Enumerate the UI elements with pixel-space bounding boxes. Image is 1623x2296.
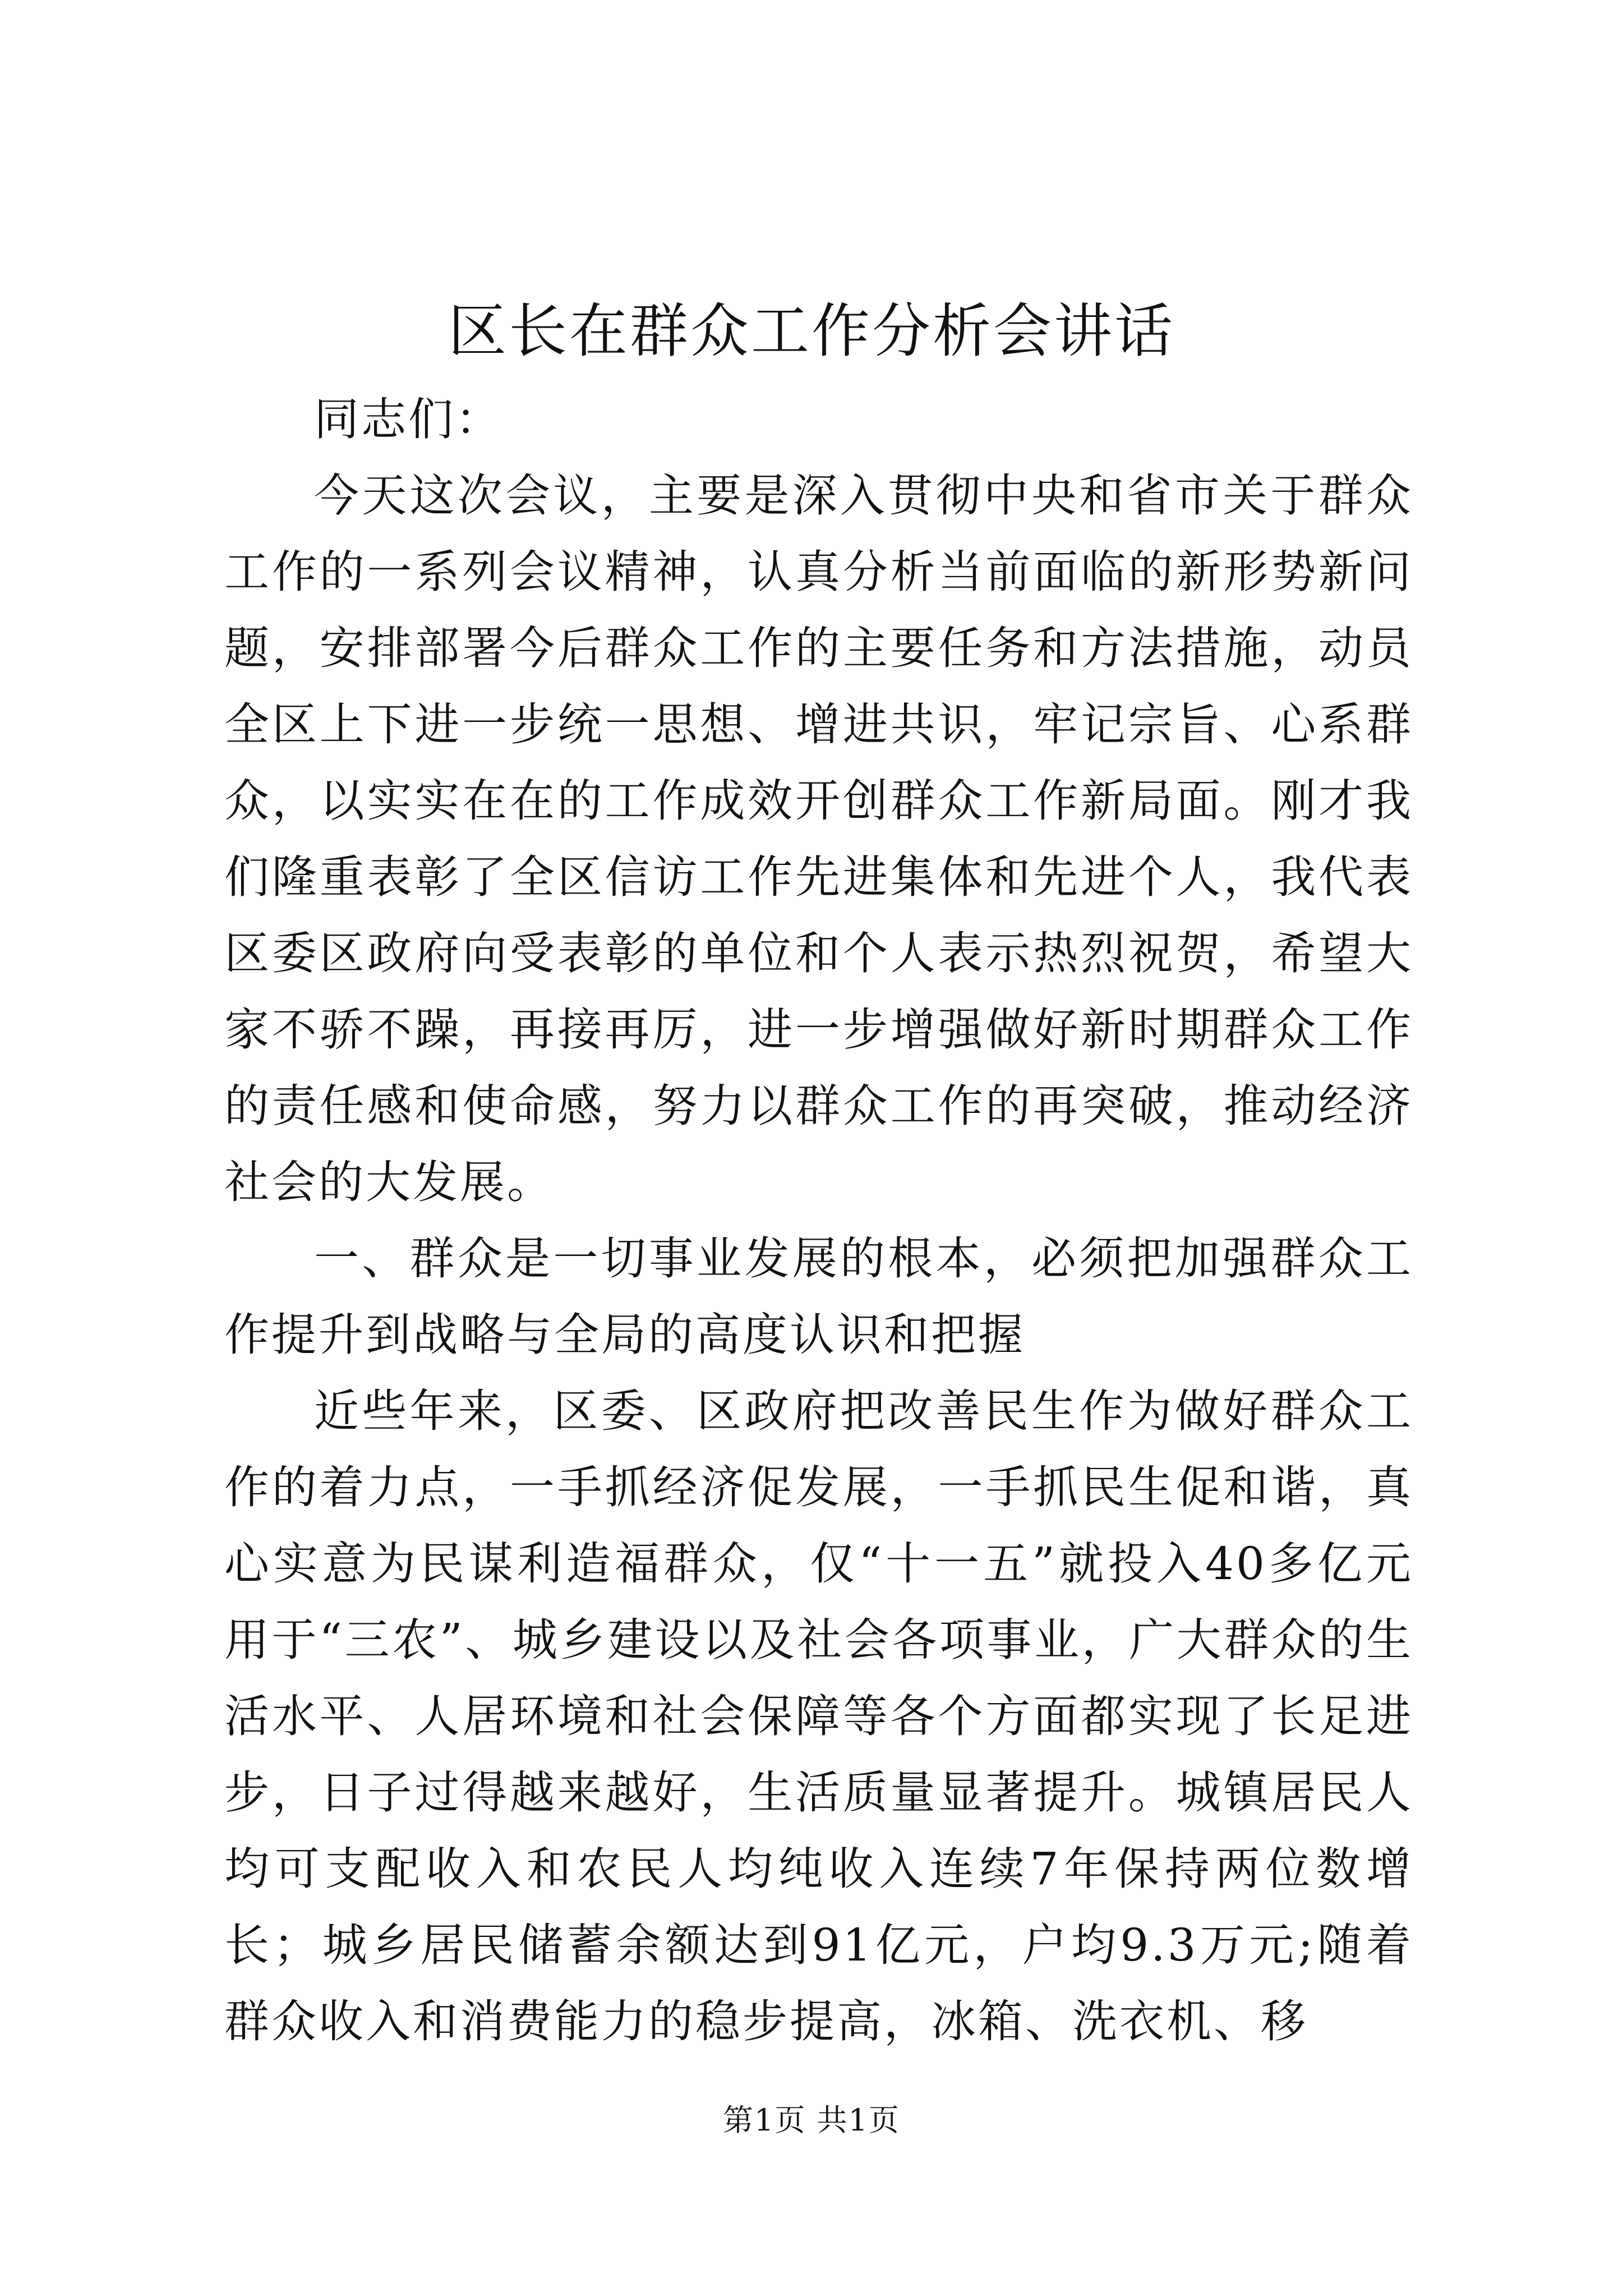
document-body — [224, 381, 1413, 2060]
section-heading-paragraph: 一、群众是一切事业发展的根本，必须把加强群众工作提升到战略与全局的高度认识和把握 — [224, 1232, 1413, 1361]
salutation-paragraph: 同志们： — [314, 393, 502, 445]
opening-paragraph: 今天这次会议，主要是深入贯彻中央和省市关于群众工作的一系列会议精神，认真分析当前面临的新形势新问题，安排部署今后群众工作的主要任务和方法措施，动员全区上下进一步统一思想、增进共识，牢记宗旨、心系群众，以实实在在的工作成效开创群众工作新局面。刚才我们隆重表彰了全区信访工作先进集体和先进个人，我代表区委区政府向受表彰的单位和个人表示热烈祝贺，希望大家不骄不躁，再接再厉，进一步增强做好新时期群众工作的责任感和使命感，努力以群众工作的再突破，推动经济社会的大发展。 — [224, 470, 1413, 1208]
section-body-paragraph: 近些年来，区委、区政府把改善民生作为做好群众工作的着力点，一手抓经济促发展，一手抓民生促和谐，真心实意为民谋利造福群众，仅“十一五”就投入40多亿元用于“三农”、城乡建设以及社会各项事业，广大群众的生活水平、人居环境和社会保障等各个方面都实现了长足进步，日子过得越来越好，生活质量显著提升。城镇居民人均可支配收入和农民人均纯收入连续7年保持两位数增长；城乡居民储蓄余额达到91亿元，户均9.3万元;随着群众收入和消费能力的稳步提高，冰箱、洗衣机、移 — [224, 1385, 1413, 2047]
document-title: 区长在群众工作分析会讲话 — [448, 297, 1175, 365]
page-footer: 第1页 共1页 — [723, 2102, 900, 2138]
